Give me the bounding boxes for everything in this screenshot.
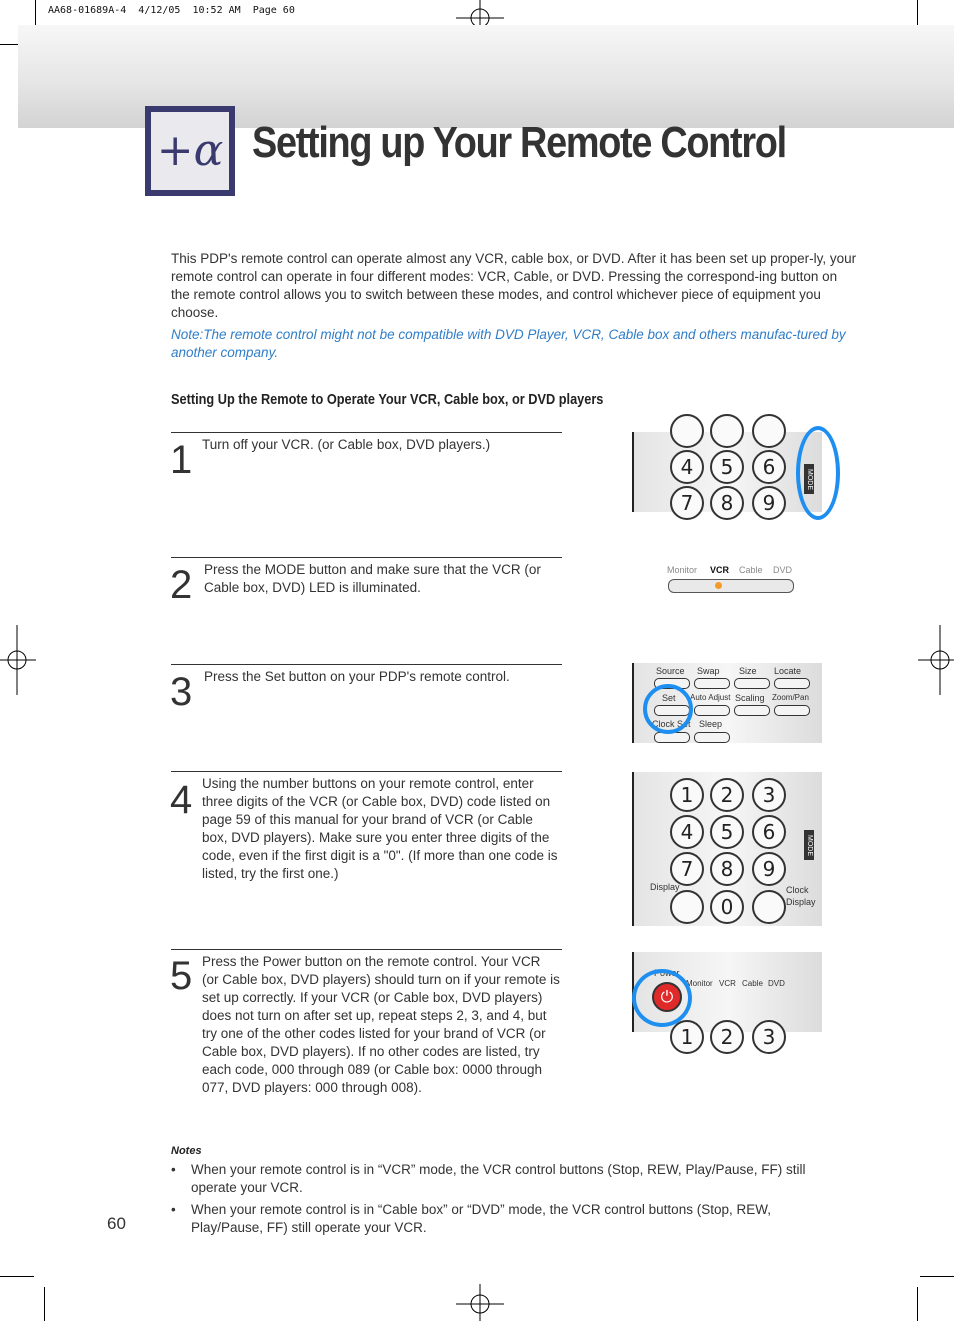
digit-button: 0: [710, 890, 744, 924]
digit-button: 2: [710, 778, 744, 812]
step-number: 2: [170, 563, 193, 607]
mode-label-vcr: VCR: [710, 565, 730, 575]
mode-label-cable: Cable: [742, 979, 763, 988]
mode-label-cable: Cable: [739, 565, 763, 575]
fn-label: Source: [656, 666, 685, 676]
fn-label: Scaling: [735, 693, 765, 703]
step-number: 3: [170, 670, 193, 714]
highlight-circle: [796, 426, 840, 520]
highlight-circle: [632, 969, 692, 1027]
step-divider: [171, 557, 562, 558]
digit-button: 8: [710, 852, 744, 886]
vcr-led-icon: [715, 582, 722, 589]
fn-label: Auto Adjust: [690, 693, 731, 702]
step-divider: [171, 664, 562, 665]
fn-label: Sleep: [699, 719, 723, 729]
digit-button: 8: [710, 486, 744, 520]
highlight-circle: [643, 684, 693, 734]
digit-button: 9: [752, 486, 786, 520]
compatibility-note: Note:The remote control might not be compatible with DVD Player, VCR, Cable box and others manufac-tured by another company.: [171, 327, 846, 360]
display-button: [670, 890, 704, 924]
fn-button: [694, 705, 730, 716]
mode-label-dvd: DVD: [773, 565, 793, 575]
fn-label: Clock Set: [652, 719, 691, 729]
digit-button: [710, 414, 744, 448]
digit-button: 9: [752, 852, 786, 886]
power-label: Power: [654, 968, 680, 978]
fn-label: Zoom/Pan: [772, 693, 809, 702]
led-strip: [668, 579, 794, 593]
mode-label-monitor: Monitor: [686, 979, 713, 988]
step-text: Press the Set button on your PDP's remote control.: [204, 669, 510, 684]
fn-button: [694, 678, 730, 689]
page-number: 60: [107, 1214, 126, 1233]
mode-button-label: MODE: [804, 464, 814, 494]
fn-button: [774, 678, 810, 689]
step-divider: [171, 949, 562, 950]
step-text: Press the Power button on the remote control. Your VCR (or Cable box, DVD players) should turn on if your remote is set up correctly. If your VCR (or Cable box, DVD players) does not turn on after set up, repeat steps 2, 3, and 4, but try one of the other codes listed for your brand of VCR (or Cable box, DVD players). If no other codes are listed, try each code, 000 through 089 (or Cable box: 0000 through 077, DVD players: 000 through 008).: [202, 954, 560, 1095]
digit-button: 3: [752, 778, 786, 812]
mode-label-monitor: Monitor: [667, 565, 698, 575]
digit-button: 4: [670, 815, 704, 849]
digit-button: [752, 414, 786, 448]
fn-button: [694, 732, 730, 743]
mode-label-vcr: VCR: [719, 979, 736, 988]
step-text: Press the MODE button and make sure that the VCR (or Cable box, DVD) LED is illuminated.: [204, 562, 541, 595]
section-logo: [145, 106, 235, 196]
fn-label-set: Set: [662, 693, 676, 703]
clock-display-button: [752, 890, 786, 924]
digit-button: [670, 414, 704, 448]
fn-label: Size: [739, 666, 757, 676]
note-item-text: When your remote control is in “Cable box” or “DVD” mode, the VCR control buttons (Stop, REW, Play/Pause, FF) still operate your VCR.: [191, 1202, 771, 1235]
note-item: [171, 1201, 823, 1237]
digit-button: 5: [710, 450, 744, 484]
digit-button: 4: [670, 450, 704, 484]
fn-button: [734, 705, 770, 716]
step-text: Turn off your VCR. (or Cable box, DVD players.): [202, 437, 491, 452]
remote-illustration-numpad: [632, 772, 822, 926]
logo-glyph: +α: [151, 112, 229, 190]
fn-label: Locate: [774, 666, 802, 676]
digit-button: 6: [752, 815, 786, 849]
digit-button: 1: [670, 1020, 704, 1054]
bullet-icon: •: [171, 1162, 176, 1177]
digit-button: 1: [670, 778, 704, 812]
remote-illustration-mode: [632, 432, 822, 515]
intro-paragraph: This PDP's remote control can operate almost any VCR, cable box, or DVD. After it has been set up proper-ly, your remote control can operate in four different modes: VCR, Cable, or DVD. Pressing the correspond-ing button on the remote control allows you to switch between these modes, and control whichever piece of equipment you choose.: [171, 251, 857, 320]
bullet-icon: •: [171, 1202, 176, 1217]
section-heading: Setting Up the Remote to Operate Your VCR, Cable box, or DVD players: [171, 391, 604, 408]
mode-label-dvd: DVD: [768, 979, 785, 988]
digit-button: 6: [752, 450, 786, 484]
power-icon: ⏻: [652, 982, 682, 1012]
fn-button: [774, 705, 810, 716]
mode-button-label: MODE: [804, 830, 814, 860]
display-label: Display: [650, 882, 680, 892]
note-item: [171, 1161, 851, 1197]
fn-button: [734, 678, 770, 689]
fn-label: Swap: [697, 666, 720, 676]
step-number: 5: [170, 954, 193, 998]
note-item-text: When your remote control is in “VCR” mode, the VCR control buttons (Stop, REW, Play/Pause, FF) still operate your VCR.: [191, 1162, 806, 1195]
notes-heading: Notes: [171, 1145, 202, 1157]
clock-display-label: Clock Display: [786, 885, 816, 907]
digit-button: 3: [752, 1020, 786, 1054]
page-title: Setting up Your Remote Control: [252, 118, 786, 167]
step-text: Using the number buttons on your remote control, enter three digits of the VCR (or Cable box, DVD) code listed on page 59 of this manual for your brand of VCR (or Cable box, DVD players). Make sure you enter three digits of the code, even if the first digit is a "0". (If more than one code is listed, try the first one.): [202, 776, 558, 881]
step-number: 4: [170, 778, 193, 822]
step-number: 1: [170, 438, 193, 482]
step-divider: [171, 771, 562, 772]
step-divider: [171, 432, 562, 433]
print-header: AA68-01689A-4 4/12/05 10:52 AM Page 60: [48, 5, 295, 16]
digit-button: 7: [670, 852, 704, 886]
digit-button: 5: [710, 815, 744, 849]
digit-button: 7: [670, 486, 704, 520]
digit-button: 2: [710, 1020, 744, 1054]
